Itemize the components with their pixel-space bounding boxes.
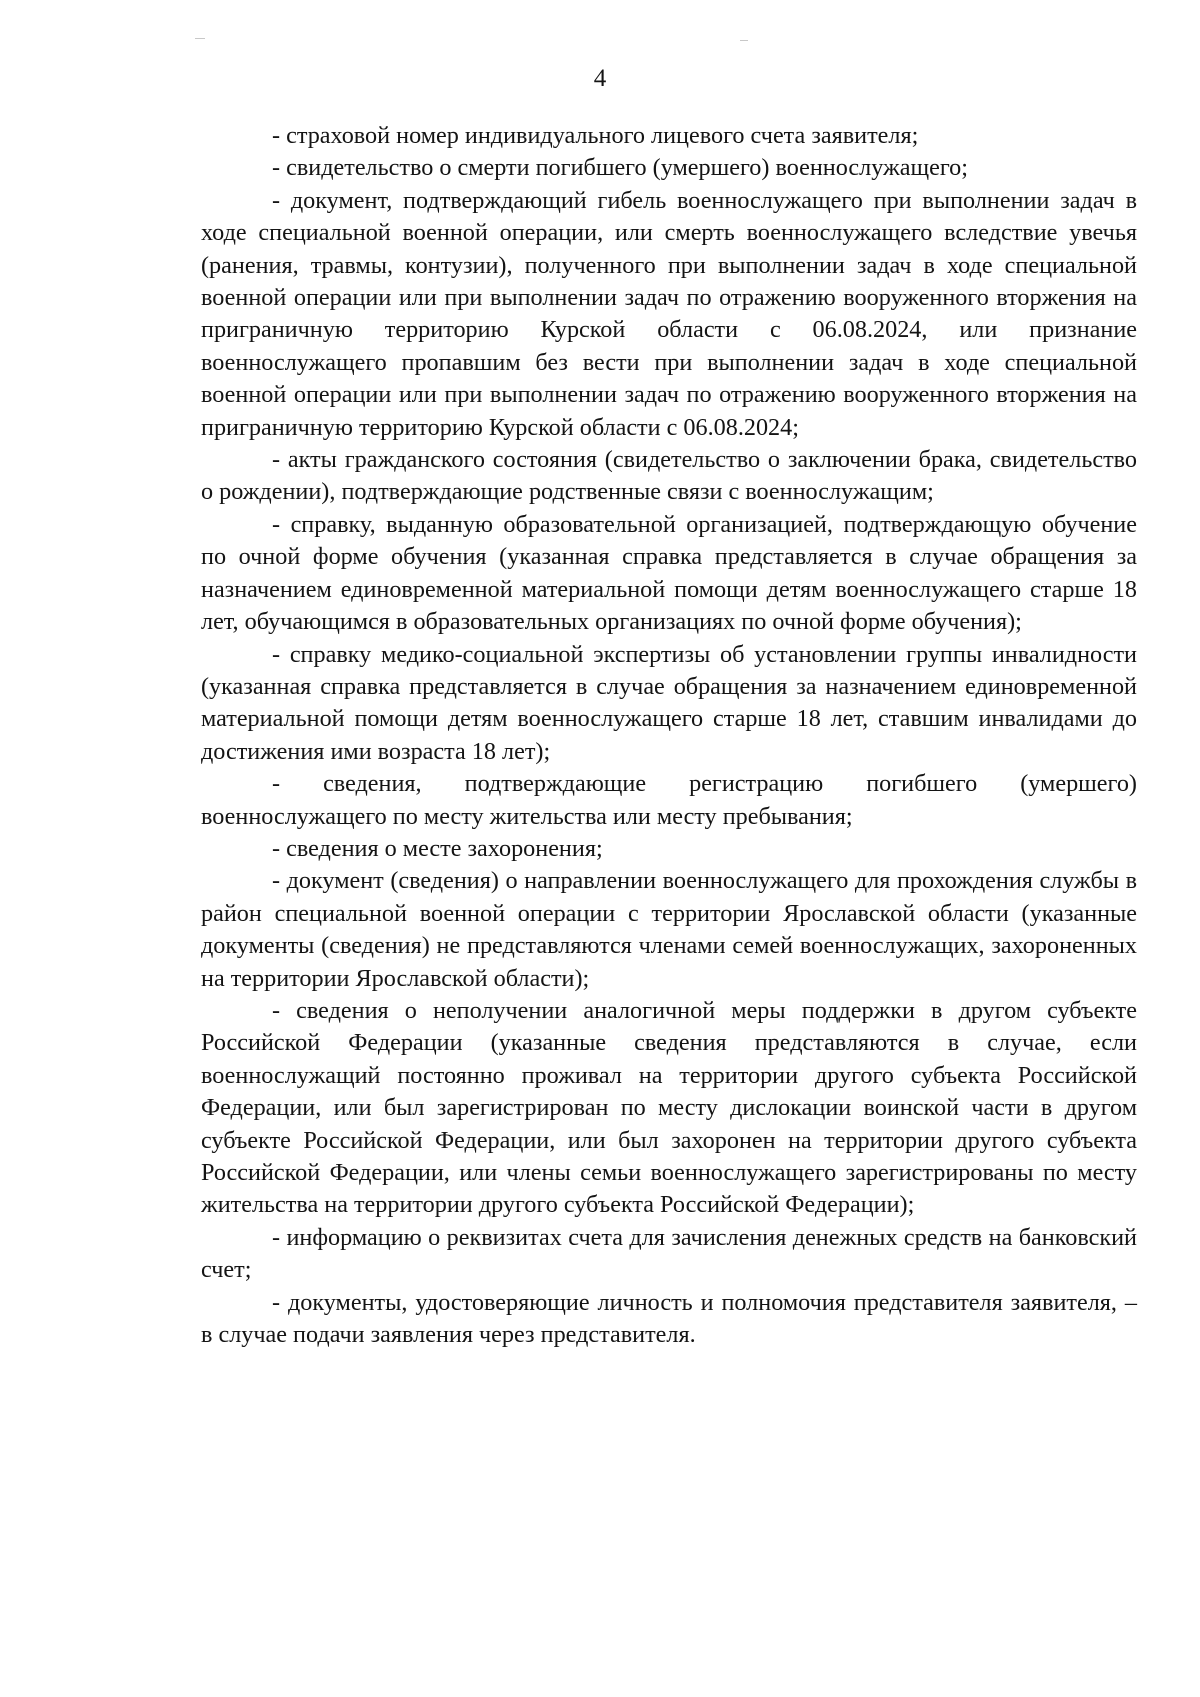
list-item: - документ (сведения) о направлении военнослужащего для прохождения службы в район специальной военной операции с территории Ярославской области (указанные документы (сведения) не представляются членами семей военнослужащих, захороненных на территории Ярославской области); xyxy=(201,867,1137,992)
list-item: - акты гражданского состояния (свидетельство о заключении брака, свидетельство о рождении), подтверждающие родственные связи с военнослужащим; xyxy=(201,446,1137,506)
list-item: - сведения о месте захоронения; xyxy=(272,834,603,862)
list-item: - свидетельство о смерти погибшего (умершего) военнослужащего; xyxy=(272,154,968,182)
list-item: - документы, удостоверяющие личность и полномочия представителя заявителя, – в случае подачи заявления через представителя. xyxy=(201,1288,1137,1349)
list-item: - сведения о неполучении аналогичной меры поддержки в другом субъекте Российской Федерации (указанные сведения представляются в случае, если военнослужащий постоянно проживал на территории другого субъекта Российской Федерации, или был зарегистрирован по месту дислокации воинской части в другом субъекте Российской Федерации, или был захоронен на территории другого субъекта Российской Федерации, или члены семьи военнослужащего зарегистрированы по месту жительства на территории другого субъекта Российской Федерации); xyxy=(201,996,1137,1219)
scan-artifact xyxy=(740,40,748,41)
list-item: - документ, подтверждающий гибель военнослужащего при выполнении задач в ходе специальной военной операции, или смерть военнослужащего вследствие увечья (ранения, травмы, контузии), полученного при выполнении задач в ходе специальной военной операции или при выполнении задач по отражению вооруженного вторжения на приграничную территорию Курской области с 06.08.2024, или признание военнослужащего пропавшим без вести при выполнении задач в ходе специальной военной операции или при выполнении задач по отражению вооруженного вторжения на приграничную территорию Курской области с 06.08.2024; xyxy=(201,186,1137,441)
list-item: - информацию о реквизитах счета для зачисления денежных средств на банковский счет; xyxy=(201,1223,1137,1284)
scan-artifact xyxy=(195,38,205,39)
list-item: - справку, выданную образовательной организацией, подтверждающую обучение по очной форме обучения (указанная справка представляется в случае обращения за назначением единовременной материальной помощи детям военнослужащего старше 18 лет, обучающимся в образовательных организациях по очной форме обучения); xyxy=(201,510,1137,636)
page-number: 4 xyxy=(593,65,607,92)
list-item: - страховой номер индивидуального лицевого счета заявителя; xyxy=(272,122,919,149)
list-item: - сведения, подтверждающие регистрацию погибшего (умершего) военнослужащего по месту жительства или месту пребывания; xyxy=(201,770,1137,830)
list-item: - справку медико-социальной экспертизы об установлении группы инвалидности (указанная справка представляется в случае обращения за назначением единовременной материальной помощи детям военнослужащего старше 18 лет, ставшим инвалидами до достижения ими возраста 18 лет); xyxy=(201,640,1137,765)
document-body xyxy=(201,120,1137,1351)
